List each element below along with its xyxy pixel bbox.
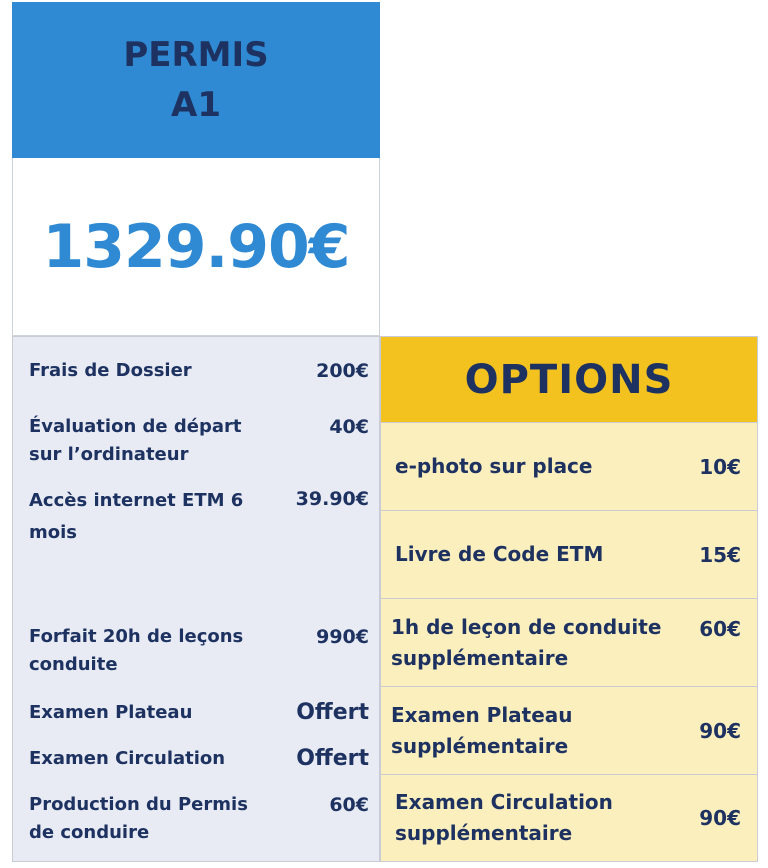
detail-label: Accès internet ETM 6 mois	[29, 490, 244, 543]
option-row-livre-code	[380, 511, 758, 599]
option-price: 90€	[699, 718, 741, 743]
option-price: 60€	[699, 617, 741, 641]
detail-value: 990€	[316, 626, 369, 648]
included-items-panel	[12, 336, 380, 862]
option-row-examen-circulation-supp	[380, 775, 758, 862]
detail-label: Examen Circulation	[29, 748, 226, 769]
options-header	[380, 336, 758, 423]
option-row-e-photo	[380, 423, 758, 511]
price-panel	[12, 158, 380, 336]
detail-value: 60€	[329, 794, 369, 816]
detail-value: 200€	[316, 360, 369, 382]
detail-label: Forfait 20h de leçons conduite	[29, 626, 244, 675]
detail-label: Frais de Dossier	[29, 360, 192, 381]
option-label: 1h de leçon de conduite supplémentaire	[391, 614, 662, 670]
option-row-lecon-conduite	[380, 599, 758, 687]
option-price: 10€	[699, 454, 741, 479]
option-label: e-photo sur place	[395, 454, 593, 478]
detail-label: Évaluation de départ sur l’ordinateur	[29, 416, 242, 465]
detail-value: Offert	[296, 746, 369, 771]
detail-label: Production du Permis de conduire	[29, 794, 248, 843]
permis-price: 1329.90€	[42, 211, 350, 282]
option-label: Livre de Code ETM	[395, 542, 604, 566]
option-price: 90€	[699, 806, 741, 830]
options-title: OPTIONS	[464, 356, 674, 403]
detail-value: 40€	[329, 416, 369, 438]
permis-header	[12, 2, 380, 158]
option-label: Examen Circulation supplémentaire	[395, 790, 613, 845]
option-row-examen-plateau-supp	[380, 687, 758, 775]
permis-title-line2: A1	[171, 85, 221, 125]
option-label: Examen Plateau supplémentaire	[391, 702, 573, 758]
detail-label: Examen Plateau	[29, 702, 193, 723]
option-price: 15€	[699, 542, 741, 567]
detail-value: Offert	[296, 700, 369, 725]
detail-value: 39.90€	[295, 488, 369, 510]
permis-title-line1: PERMIS	[123, 35, 269, 75]
